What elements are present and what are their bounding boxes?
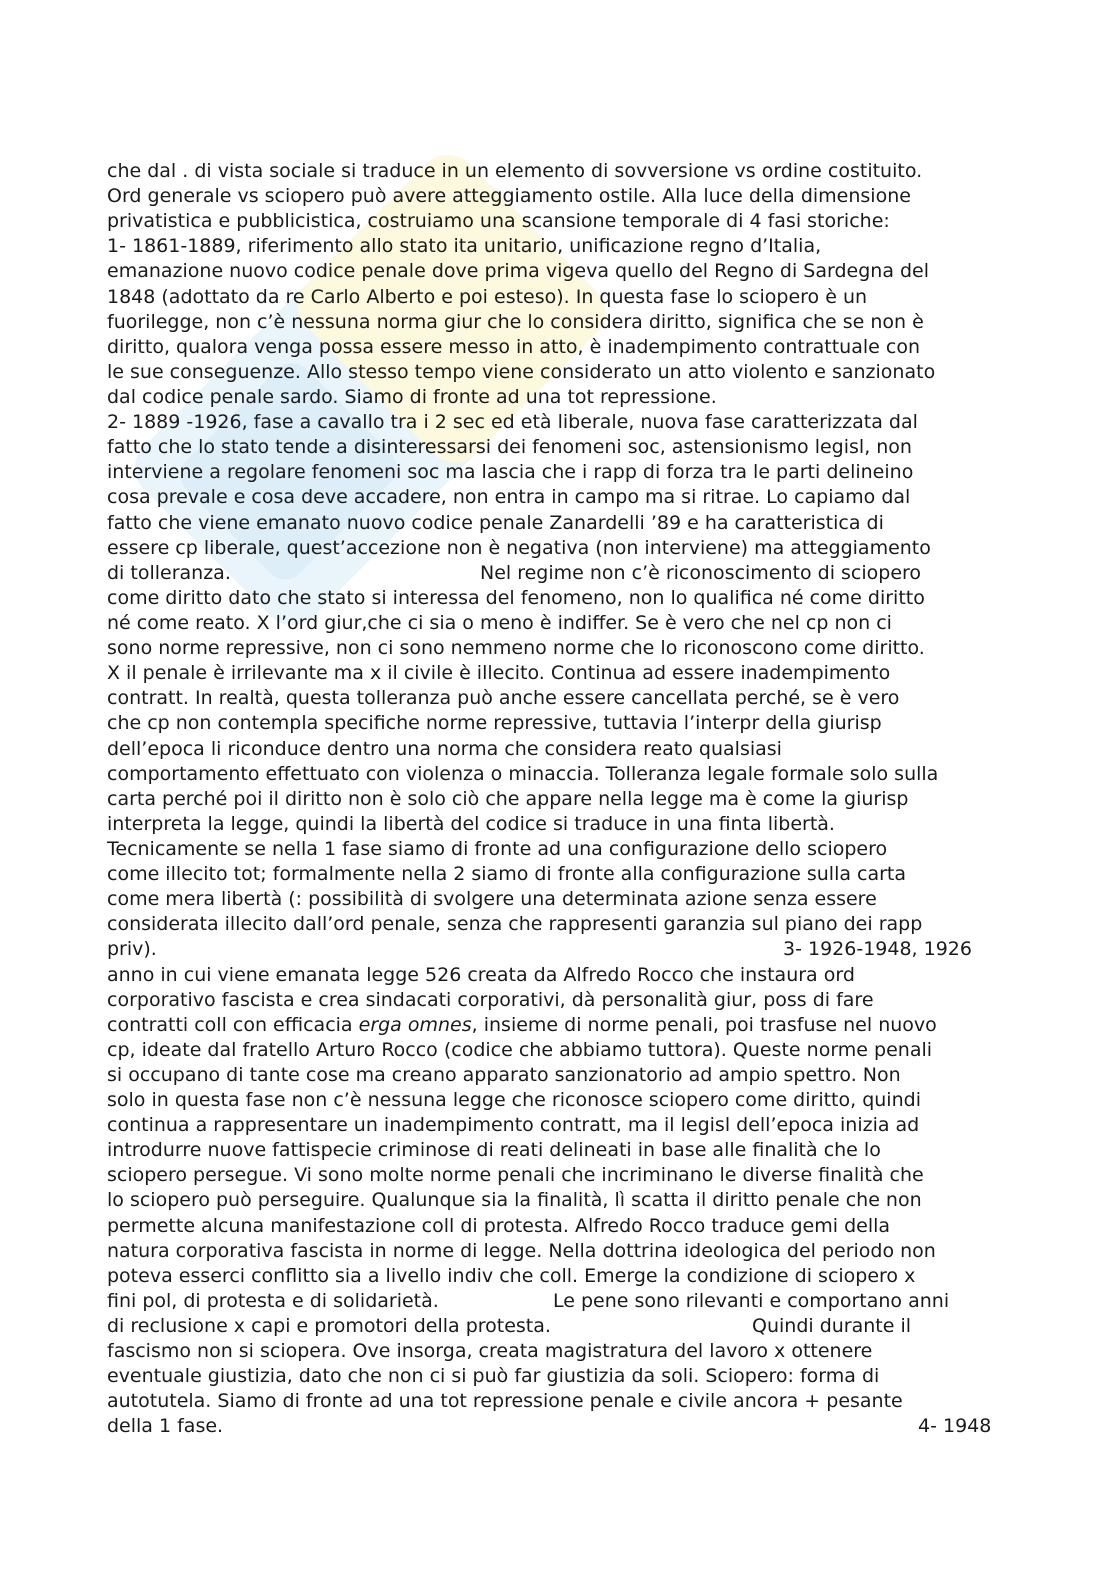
text-line: continua a rappresentare un inadempimento contratt, ma il legisl dell’epoca inizia ad [107,1114,920,1137]
text-line: anno in cui viene emanata legge 526 creata da Alfredo Rocco che instaura ord [107,963,855,986]
text-line: carta perché poi il diritto non è solo ciò che appare nella legge ma è come la giurisp [107,787,909,810]
text-line: eventuale giustizia, dato che non ci si può far giustizia da soli. Sciopero: forma di [107,1365,880,1388]
text-line: lo sciopero può perseguire. Qualunque sia la finalità, lì scatta il diritto penale che non [107,1189,922,1212]
text-line: interpreta la legge, quindi la libertà del codice si traduce in una finta libertà. [107,812,835,835]
text-segment: contratti coll con efficacia [107,1013,359,1036]
text-line: comportamento effettuato con violenza o minaccia. Tolleranza legale formale solo sulla [107,762,939,785]
text-line [107,937,1067,962]
text-line: contratt. In realtà, questa tolleranza può anche essere cancellata perché, se è vero [107,687,900,710]
text-line: sciopero persegue. Vi sono molte norme penali che incriminano le diverse finalità che [107,1164,924,1187]
text-line [107,1289,1067,1314]
text-segment: 4- 1948 [918,1415,992,1438]
text-line: 2- 1889 -1926, fase a cavallo tra i 2 sec ed età liberale, nuova fase caratterizzata dal [107,411,918,434]
text-line: interviene a regolare fenomeni soc ma lascia che i rapp di forza tra le parti delineino [107,461,914,484]
text-segment: Nel regime non c’è riconoscimento di sciopero [480,561,922,584]
text-line: dell’epoca li riconduce dentro una norma che considera reato qualsiasi [107,737,782,760]
text-line: le sue conseguenze. Allo stesso tempo viene considerato un atto violento e sanzionato [107,360,936,383]
text-line: considerata illecito dall’ord penale, senza che rappresenti garanzia sul piano dei rapp [107,913,923,936]
text-line: autotutela. Siamo di fronte ad una tot repressione penale e civile ancora + pesante [107,1390,903,1413]
text-line: 1- 1861-1889, riferimento allo stato ita unitario, unificazione regno d’Italia, [107,235,822,258]
text-line: essere cp liberale, quest’accezione non è negativa (non interviene) ma atteggiamento [107,536,931,559]
text-line: dal codice penale sardo. Siamo di fronte ad una tot repressione. [107,385,717,408]
text-segment: 3- 1926-1948, 1926 [783,938,972,961]
text-segment: , insieme di norme penali, poi trasfuse nel nuovo [471,1013,937,1036]
text-line: che cp non contempla specifiche norme repressive, tuttavia l’interpr della giurisp [107,712,882,735]
text-line: fatto che viene emanato nuovo codice penale Zanardelli ’89 e ha caratteristica di [107,511,884,534]
text-line: fascismo non si sciopera. Ove insorga, creata magistratura del lavoro x ottenere [107,1340,873,1363]
text-line: 1848 (adottato da re Carlo Alberto e poi esteso). In questa fase lo sciopero è un [107,285,868,308]
text-line: diritto, qualora venga possa essere messo in atto, è inadempimento contrattuale con [107,335,920,358]
text-line: come mera libertà (: possibilità di svolgere una determinata azione senza essere [107,888,877,911]
text-line: natura corporativa fascista in norme di legge. Nella dottrina ideologica del periodo non [107,1239,936,1262]
text-line: si occupano di tante cose ma creano apparato sanzionatorio ad ampio spettro. Non [107,1063,901,1086]
text-line: come diritto dato che stato si interessa del fenomeno, non lo qualifica né come diritto [107,586,925,609]
text-line: cp, ideate dal fratello Arturo Rocco (codice che abbiamo tuttora). Queste norme penali [107,1038,933,1061]
text-segment: fini pol, di protesta e di solidarietà. [107,1289,439,1312]
italic-term: erga omnes [358,1013,472,1036]
text-line: poteva esserci conflitto sia a livello indiv che coll. Emerge la condizione di sciopero x [107,1264,916,1287]
text-line: che dal . di vista sociale si traduce in un elemento di sovversione vs ordine costituito. [107,160,923,182]
text-line [107,1314,1067,1339]
text-segment: di tolleranza. [107,561,231,584]
text-line: introdurre nuove fattispecie criminose di reati delineati in base alle finalità che lo [107,1139,881,1162]
text-line: corporativo fascista e crea sindacati corporativi, dà personalità giur, poss di fare [107,988,874,1011]
text-line: né come reato. X l’ord giur,che ci sia o meno è indiffer. Se è vero che nel cp non ci [107,611,892,634]
text-segment: Le pene sono rilevanti e comportano anni [553,1289,950,1312]
text-line: fatto che lo stato tende a disinteressarsi dei fenomeni soc, astensionismo legisl, non [107,436,912,459]
text-line: sono norme repressive, non ci sono nemmeno norme che lo riconoscono come diritto. [107,637,925,660]
text-line [107,1013,1067,1038]
text-line: solo in questa fase non c’è nessuna legge che riconosce sciopero come diritto, quindi [107,1089,921,1112]
text-segment: Quindi durante il [752,1315,912,1338]
text-line [107,561,1067,586]
text-segment: della 1 fase. [107,1415,224,1438]
text-line: come illecito tot; formalmente nella 2 siamo di fronte alla configurazione sulla carta [107,863,907,886]
text-line: permette alcuna manifestazione coll di protesta. Alfredo Rocco traduce gemi della [107,1214,891,1237]
document-body [107,159,1067,1440]
text-line: emanazione nuovo codice penale dove prima vigeva quello del Regno di Sardegna del [107,260,930,283]
text-segment: priv). [107,938,157,961]
text-line: privatistica e pubblicistica, costruiamo una scansione temporale di 4 fasi storiche: [107,210,890,233]
text-line [107,1414,1067,1439]
text-line: cosa prevale e cosa deve accadere, non entra in campo ma si ritrae. Lo capiamo dal [107,486,911,509]
text-segment: di reclusione x capi e promotori della protesta. [107,1315,551,1338]
text-line: X il penale è irrilevante ma x il civile è illecito. Continua ad essere inadempimento [107,662,891,685]
text-line: fuorilegge, non c’è nessuna norma giur che lo considera diritto, significa che se non è [107,310,924,333]
text-line: Ord generale vs sciopero può avere atteggiamento ostile. Alla luce della dimensione [107,185,911,208]
text-line: Tecnicamente se nella 1 fase siamo di fronte ad una configurazione dello sciopero [107,837,888,860]
